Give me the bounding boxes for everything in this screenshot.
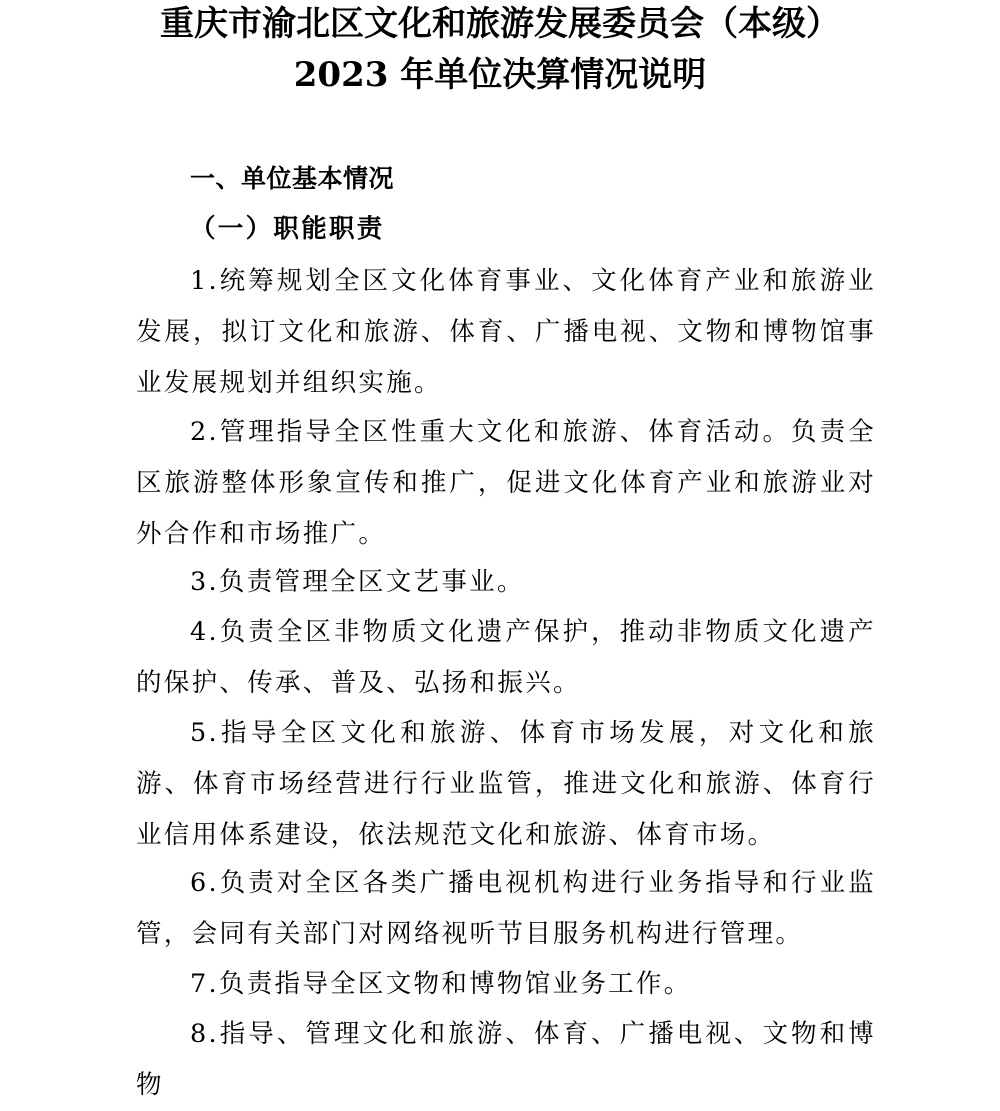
duty-item-4: 4.负责全区非物质文化遗产保护，推动非物质文化遗产的保护、传承、普及、弘扬和振兴。	[136, 617, 876, 698]
section-heading-basic-info: 一、单位基本情况	[190, 164, 395, 193]
document-title-line1: 重庆市渝北区文化和旅游发展委员会（本级）	[160, 4, 840, 44]
duty-item-6: 6.负责对全区各类广播电视机构进行业务指导和行业监管，会同有关部门对网络视听节目服务机构进行管理。	[136, 868, 876, 949]
subsection-heading-duties: （一）职能职责	[190, 214, 385, 244]
duty-item-3: 3.负责管理全区文艺事业。	[190, 567, 525, 597]
duty-item-7: 7.负责指导全区文物和博物馆业务工作。	[190, 969, 692, 999]
duty-item-1: 1.统筹规划全区文化体育事业、文化体育产业和旅游业发展，拟订文化和旅游、体育、广播电视、文物和博物馆事业发展规划并组织实施。	[136, 266, 876, 398]
duty-item-8: 8.指导、管理文化和旅游、体育、广播电视、文物和博物	[136, 1019, 876, 1100]
duty-item-2: 2.管理指导全区性重大文化和旅游、体育活动。负责全区旅游整体形象宣传和推广，促进文化体育产业和旅游业对外合作和市场推广。	[136, 417, 876, 549]
duty-item-5: 5.指导全区文化和旅游、体育市场发展，对文化和旅游、体育市场经营进行行业监管，推进文化和旅游、体育行业信用体系建设，依法规范文化和旅游、体育市场。	[136, 718, 876, 850]
document-title-line2: 2023 年单位决算情况说明	[293, 55, 707, 95]
